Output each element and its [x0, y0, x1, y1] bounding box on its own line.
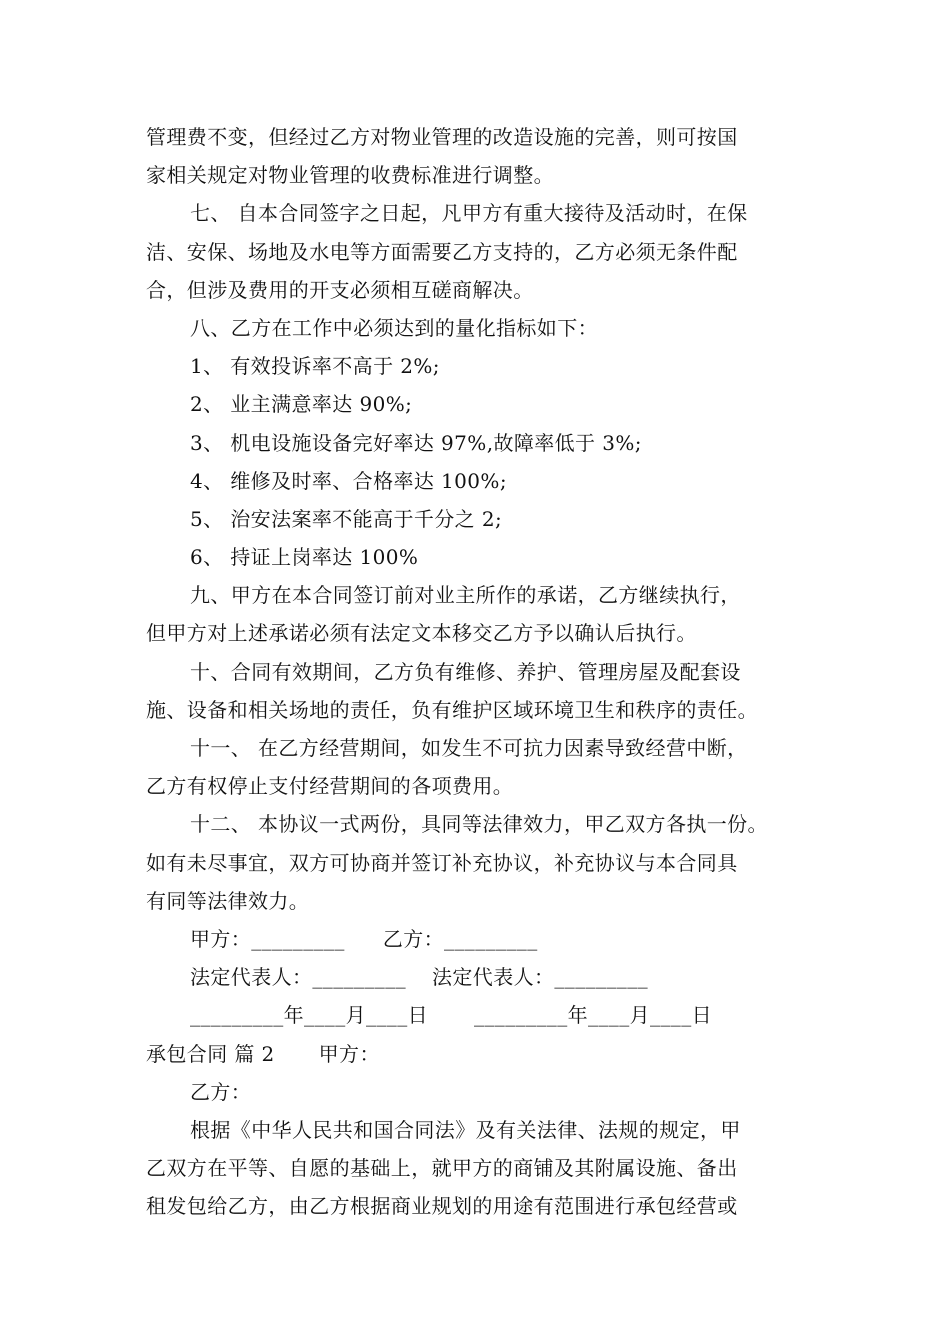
- text-line: 施、设备和相关场地的责任，负有维护区域环境卫生和秩序的责任。: [146, 697, 758, 722]
- party-a-signature: 甲方：_________: [190, 926, 345, 951]
- list-item: 4、 维修及时率、合格率达 100%;: [190, 468, 507, 493]
- text-line: 如有未尽事宜，双方可协商并签订补充协议，补充协议与本合同具: [146, 850, 738, 875]
- signature-parties: [146, 920, 814, 958]
- text-line: 但甲方对上述承诺必须有法定文本移交乙方予以确认后执行。: [146, 621, 697, 646]
- text-line: 九、甲方在本合同签订前对业主所作的承诺，乙方继续执行，: [190, 583, 741, 608]
- text-line: 十、合同有效期间，乙方负有维修、养护、管理房屋及配套设: [190, 659, 741, 684]
- list-item: 5、 治安法案率不能高于千分之 2;: [190, 506, 503, 531]
- list-item: 2、 业主满意率达 90%;: [190, 392, 413, 417]
- contract2-title-line: [146, 1035, 814, 1073]
- text-line: 有同等法律效力。: [146, 888, 310, 913]
- text-line: 七、 自本合同签字之日起，凡甲方有重大接待及活动时，在保: [190, 201, 748, 226]
- contract2-title: 承包合同 篇 2: [146, 1041, 275, 1066]
- list-item: 3、 机电设施设备完好率达 97%,故障率低于 3%;: [190, 430, 642, 455]
- date-a: _________年____月____日: [190, 1003, 428, 1028]
- text-line: 合，但涉及费用的开支必须相互磋商解决。: [146, 277, 534, 302]
- list-item: 1、 有效投诉率不高于 2%;: [190, 354, 440, 379]
- list-item: 6、 持证上岗率达 100%: [190, 545, 419, 570]
- text-line: 八、乙方在工作中必须达到的量化指标如下：: [190, 315, 598, 340]
- text-line: 洁、安保、场地及水电等方面需要乙方支持的，乙方必须无条件配: [146, 239, 738, 264]
- text-line: 根据《中华人民共和国合同法》及有关法律、法规的规定，甲: [190, 1117, 741, 1142]
- party-b-signature: 乙方：_________: [382, 926, 538, 951]
- signature-representatives: [146, 958, 814, 996]
- rep-a-signature: 法定代表人：_________: [190, 965, 406, 990]
- contract2-party-a: 甲方：: [318, 1041, 380, 1066]
- text-line: 家相关规定对物业管理的收费标准进行调整。: [146, 163, 554, 188]
- text-line: 乙方有权停止支付经营期间的各项费用。: [146, 774, 514, 799]
- text-line: 管理费不变，但经过乙方对物业管理的改造设施的完善，则可按国: [146, 125, 738, 149]
- contract2-party-b: 乙方：: [190, 1079, 252, 1104]
- text-line: 十一、 在乙方经营期间，如发生不可抗力因素导致经营中断，: [190, 736, 748, 760]
- rep-b-signature: 法定代表人：_________: [432, 965, 648, 990]
- signature-dates: [146, 996, 814, 1034]
- date-b: _________年____月____日: [474, 1003, 712, 1028]
- text-line: 租发包给乙方，由乙方根据商业规划的用途有范围进行承包经营或: [146, 1194, 738, 1219]
- text-line: 十二、 本协议一式两份，具同等法律效力，甲乙双方各执一份。: [190, 812, 768, 837]
- text-line: 乙双方在平等、自愿的基础上，就甲方的商铺及其附属设施、备出: [146, 1156, 738, 1181]
- document-page: [146, 118, 814, 1225]
